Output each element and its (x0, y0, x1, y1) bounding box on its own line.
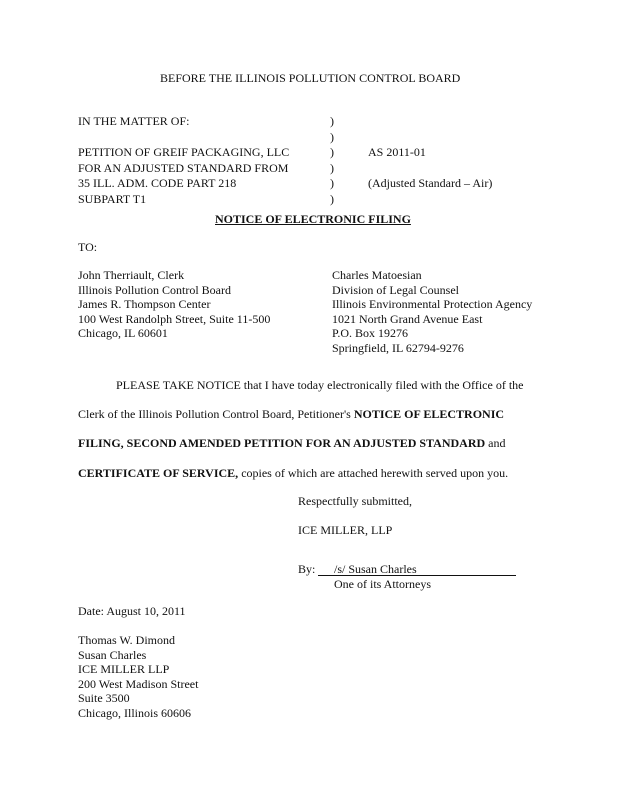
by-label: By: (298, 562, 316, 576)
paren: ) (330, 191, 334, 206)
recipient-line: 1021 North Grand Avenue East (332, 311, 483, 326)
signer-role: One of its Attorneys (334, 577, 431, 591)
caption-left (78, 114, 328, 207)
recipient-line: James R. Thompson Center (78, 297, 211, 311)
to-label: TO: (78, 240, 98, 254)
paren: ) (330, 145, 334, 159)
paren: ) (330, 114, 334, 128)
recipient-line: Springfield, IL 62794-9276 (332, 340, 464, 355)
counsel-block (78, 633, 198, 720)
caption-line (78, 130, 328, 146)
body-line-3-plain: and (485, 436, 506, 450)
body-line-3 (78, 436, 506, 450)
paren: ) (330, 176, 334, 190)
caption-line: IN THE MATTER OF: (78, 114, 190, 128)
body-line-2-bold: NOTICE OF ELECTRONIC (353, 407, 505, 421)
board-title: BEFORE THE ILLINOIS POLLUTION CONTROL BOARD (160, 71, 461, 85)
body-line-2 (78, 407, 504, 421)
recipient-left (78, 268, 270, 341)
counsel-line: ICE MILLER LLP (78, 662, 170, 676)
recipient-line: Illinois Pollution Control Board (78, 282, 232, 297)
counsel-line: Susan Charles (78, 647, 147, 662)
body-line-3-bold: FILING, SECOND AMENDED PETITION FOR AN ADJUSTED STANDARD (78, 436, 486, 450)
closing: Respectfully submitted, (298, 494, 412, 508)
body-line-4 (78, 466, 508, 480)
recipient-line: Charles Matoesian (332, 268, 422, 282)
signature-line (318, 575, 516, 576)
body-line-2-plain: Clerk of the Illinois Pollution Control Board, Petitioner's (78, 407, 354, 421)
caption-line: 35 ILL. ADM. CODE PART 218 (78, 176, 237, 190)
caption-line: SUBPART T1 (78, 191, 147, 206)
counsel-line: Suite 3500 (78, 691, 130, 705)
recipient-line: 100 West Randolph Street, Suite 11-500 (78, 311, 271, 326)
notice-title: NOTICE OF ELECTRONIC FILING (215, 212, 411, 226)
body-line-4-plain: copies of which are attached herewith served upon you. (238, 466, 509, 480)
body-line-1: PLEASE TAKE NOTICE that I have today electronically filed with the Office of the (116, 378, 524, 392)
recipient-line: P.O. Box 19276 (332, 326, 409, 340)
counsel-line: Chicago, Illinois 60606 (78, 705, 191, 720)
recipient-line: John Therriault, Clerk (78, 268, 185, 282)
recipient-line: Illinois Environmental Protection Agency (332, 297, 533, 311)
counsel-line: Thomas W. Dimond (78, 633, 176, 647)
recipient-line: Division of Legal Counsel (332, 282, 459, 297)
body-line-4-bold: CERTIFICATE OF SERVICE, (78, 466, 239, 480)
signed-name: /s/ Susan Charles (334, 562, 417, 576)
caption-line: PETITION OF GREIF PACKAGING, LLC (78, 145, 290, 159)
firm-name: ICE MILLER, LLP (298, 523, 393, 537)
paren: ) (330, 129, 334, 144)
caption-line: FOR AN ADJUSTED STANDARD FROM (78, 160, 289, 175)
case-type: (Adjusted Standard – Air) (368, 176, 493, 190)
counsel-line: 200 West Madison Street (78, 676, 199, 691)
case-number: AS 2011-01 (368, 145, 426, 159)
caption-parens (330, 114, 340, 207)
date-line: Date: August 10, 2011 (78, 604, 186, 618)
recipient-line: Chicago, IL 60601 (78, 326, 168, 340)
paren: ) (330, 160, 334, 175)
recipient-right (332, 268, 532, 355)
